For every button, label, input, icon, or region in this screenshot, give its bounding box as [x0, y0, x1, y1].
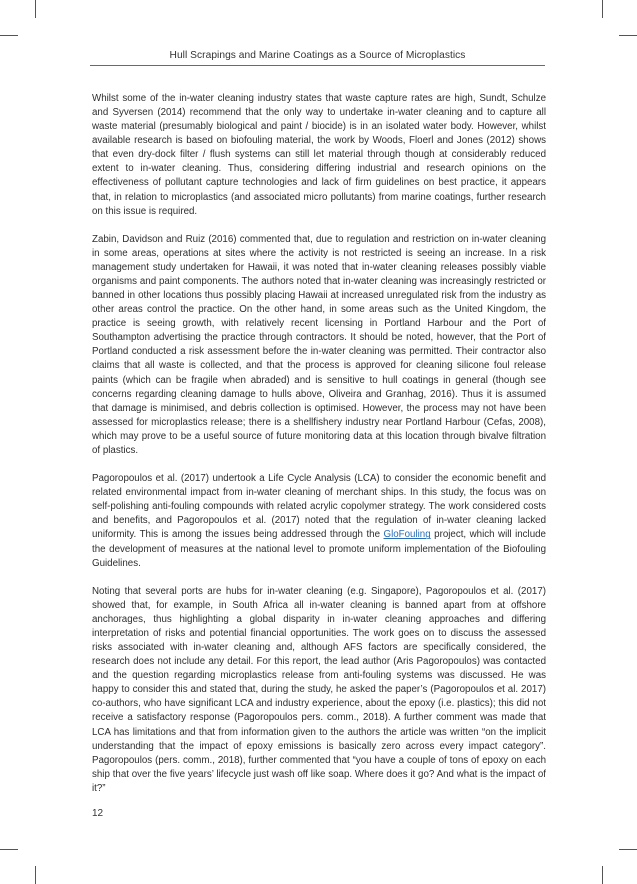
- crop-mark-top-right-h: [619, 35, 637, 36]
- crop-mark-top-left: [35, 0, 36, 18]
- crop-mark-top-left-h: [0, 35, 18, 36]
- paragraph-3-text-a: Pagoropoulos et al. (2017) undertook a Life Cycle Analysis (LCA) to consider the economic benefit and related environmental impact from in-water cleaning of merchant ships. In this study, the focus was on self-polishing anti-fouling compounds with related acrylic copolymer strategy. The work considered costs and benefits, and Pagoropoulos et al. (2017) noted that the regulation of in-water cleaning lacked uniformity. This is among the issues being addressed through the: [92, 473, 546, 541]
- header-rule: [90, 65, 545, 66]
- crop-mark-bottom-right: [602, 866, 603, 884]
- paragraph-1: Whilst some of the in-water cleaning industry states that waste capture rates are high, Sundt, Schulze and Syversen (2014) recommend that the only way to undertake in-water cleaning and to capture all waste material (presumably biological and paint / biocide) is in an isolated water body. However, whilst available research is based on biofouling material, the work by Woods, Floerl and Jones (2012) shows that even dry-dock filter / flush systems can still let material through though at considerably reduced extent to in-water cleaning. Thus, considering differing industrial and research opinions on the effectiveness of pollutant capture technologies and lack of firm guidelines on best practice, it appears that, in relation to microplastics (and associated micro pollutants) from marine coatings, further research on this issue is required.: [92, 93, 546, 217]
- crop-mark-bottom-left-h: [0, 849, 18, 850]
- crop-mark-bottom-left: [35, 866, 36, 884]
- paragraph-3: [92, 472, 546, 571]
- running-header: Hull Scrapings and Marine Coatings as a Source of Microplastics: [169, 50, 466, 61]
- paragraph-4: Noting that several ports are hubs for in-water cleaning (e.g. Singapore), Pagoropoulos et al. (2017) showed that, for example, in South Africa all in-water cleaning is banned apart from at offshore anchorages, thus highlighting a global disparity in in-water cleaning approaches and differing interpretation of risks and potential financial opportunities. The work goes on to discuss the assessed risks associated with in-water cleaning and, although AFS factors are specifically considered, the research does not include any detail. For this report, the lead author (Aris Pagoropoulos) was contacted and the question regarding microplastics release from anti-fouling systems was discussed. He was happy to consider this and stated that, during the study, he asked the paper’s (Pagoropoulos et al. 2017) co-authors, who have significant LCA and industry experience, about the epoxy (i.e. plastics); this did not receive a satisfactory response (Pagoropoulos pers. comm., 2018). A further comment was made that LCA has limitations and that from information given to the authors the article was written “on the implicit understanding that the impact of epoxy emissions is basically zero across every impact category”. Pagoropoulos (pers. comm., 2018), further commented that “you have a couple of tons of epoxy on each ship that over the five years’ lifecycle just wash off like soap. Where does it go? And what is the impact of it?”: [92, 585, 546, 794]
- glofouling-link[interactable]: GloFouling: [383, 529, 431, 541]
- page-number: 12: [92, 808, 104, 819]
- paragraph-3-text-b: project, which will include the development of measures at the national level to promote uniform implementation of the Biofouling Guidelines.: [92, 529, 546, 569]
- crop-mark-top-right: [602, 0, 603, 18]
- crop-mark-bottom-right-h: [619, 849, 637, 850]
- body-text: [92, 92, 546, 796]
- paragraph-2: Zabin, Davidson and Ruiz (2016) commented that, due to regulation and restriction on in-water cleaning in some areas, operations at sites where the activity is not restricted is seeing an increase. In a risk management study undertaken for Hawaii, it was noted that in-water cleaning releases possibly viable organisms and paint components. The authors noted that in-water cleaning was increasingly restricted or banned in other locations thus possibly placing Hawaii at increased unregulated risk from the industry as other areas control the practice. On the other hand, in some areas such as the United Kingdom, the practice is seeing growth, with relatively recent licensing in Portland Harbour and the Port of Southampton advertising the practice through contractors. It should be noted, however, that the Port of Portland conducted a risk assessment before the in-water cleaning was permitted. Their contractor also claims that all waste is collected, and that the process is approved for cleaning silicone foul release paints (which can be fragile when abraded) and is sensitive to hull coatings in general (though see concerns regarding cleaning damage to hulls above, Oliveira and Granhag, 2016). Thus it is assumed that damage is minimised, and debris collection is optimised. However, the process may not have been assessed for microplastics release; there is a shellfishery industry near Portland Harbour (Cefas, 2008), which may prove to be a useful source of future monitoring data at this location through bivalve filtration of plastics.: [92, 233, 546, 456]
